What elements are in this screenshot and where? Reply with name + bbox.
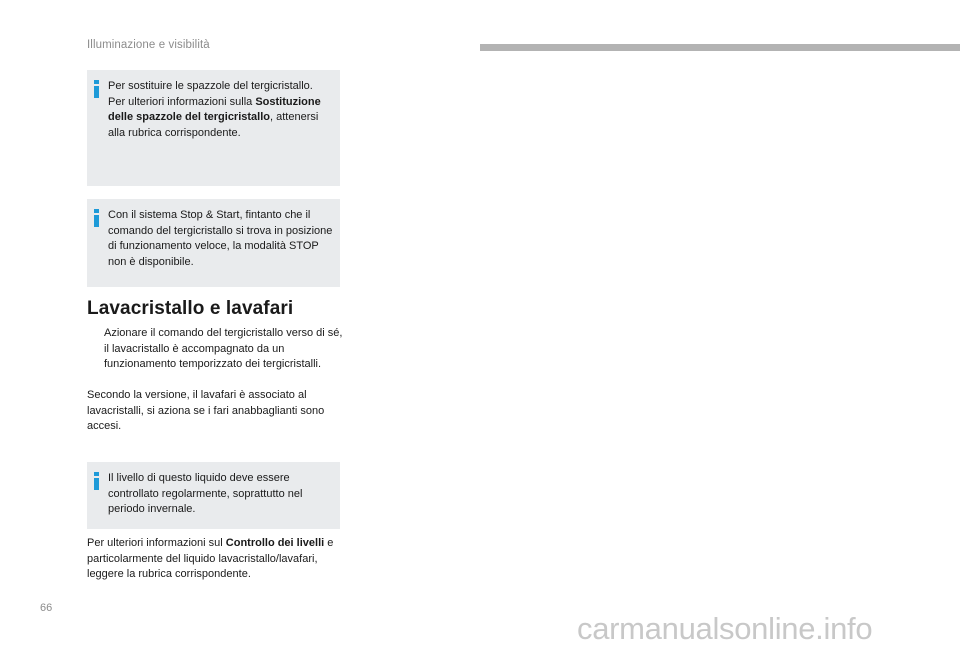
note-text: Per sostituire le spazzole del tergicristallo. (108, 80, 313, 92)
body-paragraph: Secondo la versione, il lavafari è associato al lavacristalli, si aziona se i fari anabbaglianti sono accesi. (87, 389, 325, 432)
paragraph-text: e particolarmente del liquido lavacristallo/lavafari, leggere la rubrica corrispondente. (87, 537, 334, 580)
watermark: carmanualsonline.info (577, 611, 873, 646)
closing-paragraph (87, 536, 349, 583)
info-icon (94, 209, 99, 227)
paragraph-bold-reference: Controllo dei livelli (225, 537, 325, 549)
section-header-title: Illuminazione e visibilità (87, 39, 210, 51)
instruction-step (87, 326, 349, 373)
info-note-stop-start (87, 199, 340, 287)
section-title: Lavacristallo e lavafari (87, 298, 294, 319)
note-text: Con il sistema Stop & Start, fintanto che il comando del tergicristallo si trova in posizione di funzionamento veloce, la modalità STOP non è disponibile. (108, 209, 333, 268)
step-text: Azionare il comando del tergicristallo verso di sé, il lavacristallo è accompagnato da un funzionamento temporizzato dei tergicristalli. (104, 327, 343, 370)
info-note-fluid-level (87, 462, 340, 529)
note-text: , attenersi alla rubrica corrispondente. (108, 111, 319, 139)
paragraph-text: Per ulteriori informazioni sul (87, 537, 226, 549)
note-text: Per ulteriori informazioni sulla (108, 95, 256, 108)
page-number: 66 (40, 602, 53, 614)
info-icon (94, 472, 99, 490)
info-icon (94, 80, 99, 98)
header-rule (480, 44, 960, 51)
note-bold-reference: Sostituzione delle spazzole del tergicristallo (108, 95, 321, 123)
info-note-wiper-blades (87, 70, 340, 186)
note-text: Il livello di questo liquido deve essere controllato regolarmente, soprattutto nel periodo invernale. (108, 472, 303, 515)
